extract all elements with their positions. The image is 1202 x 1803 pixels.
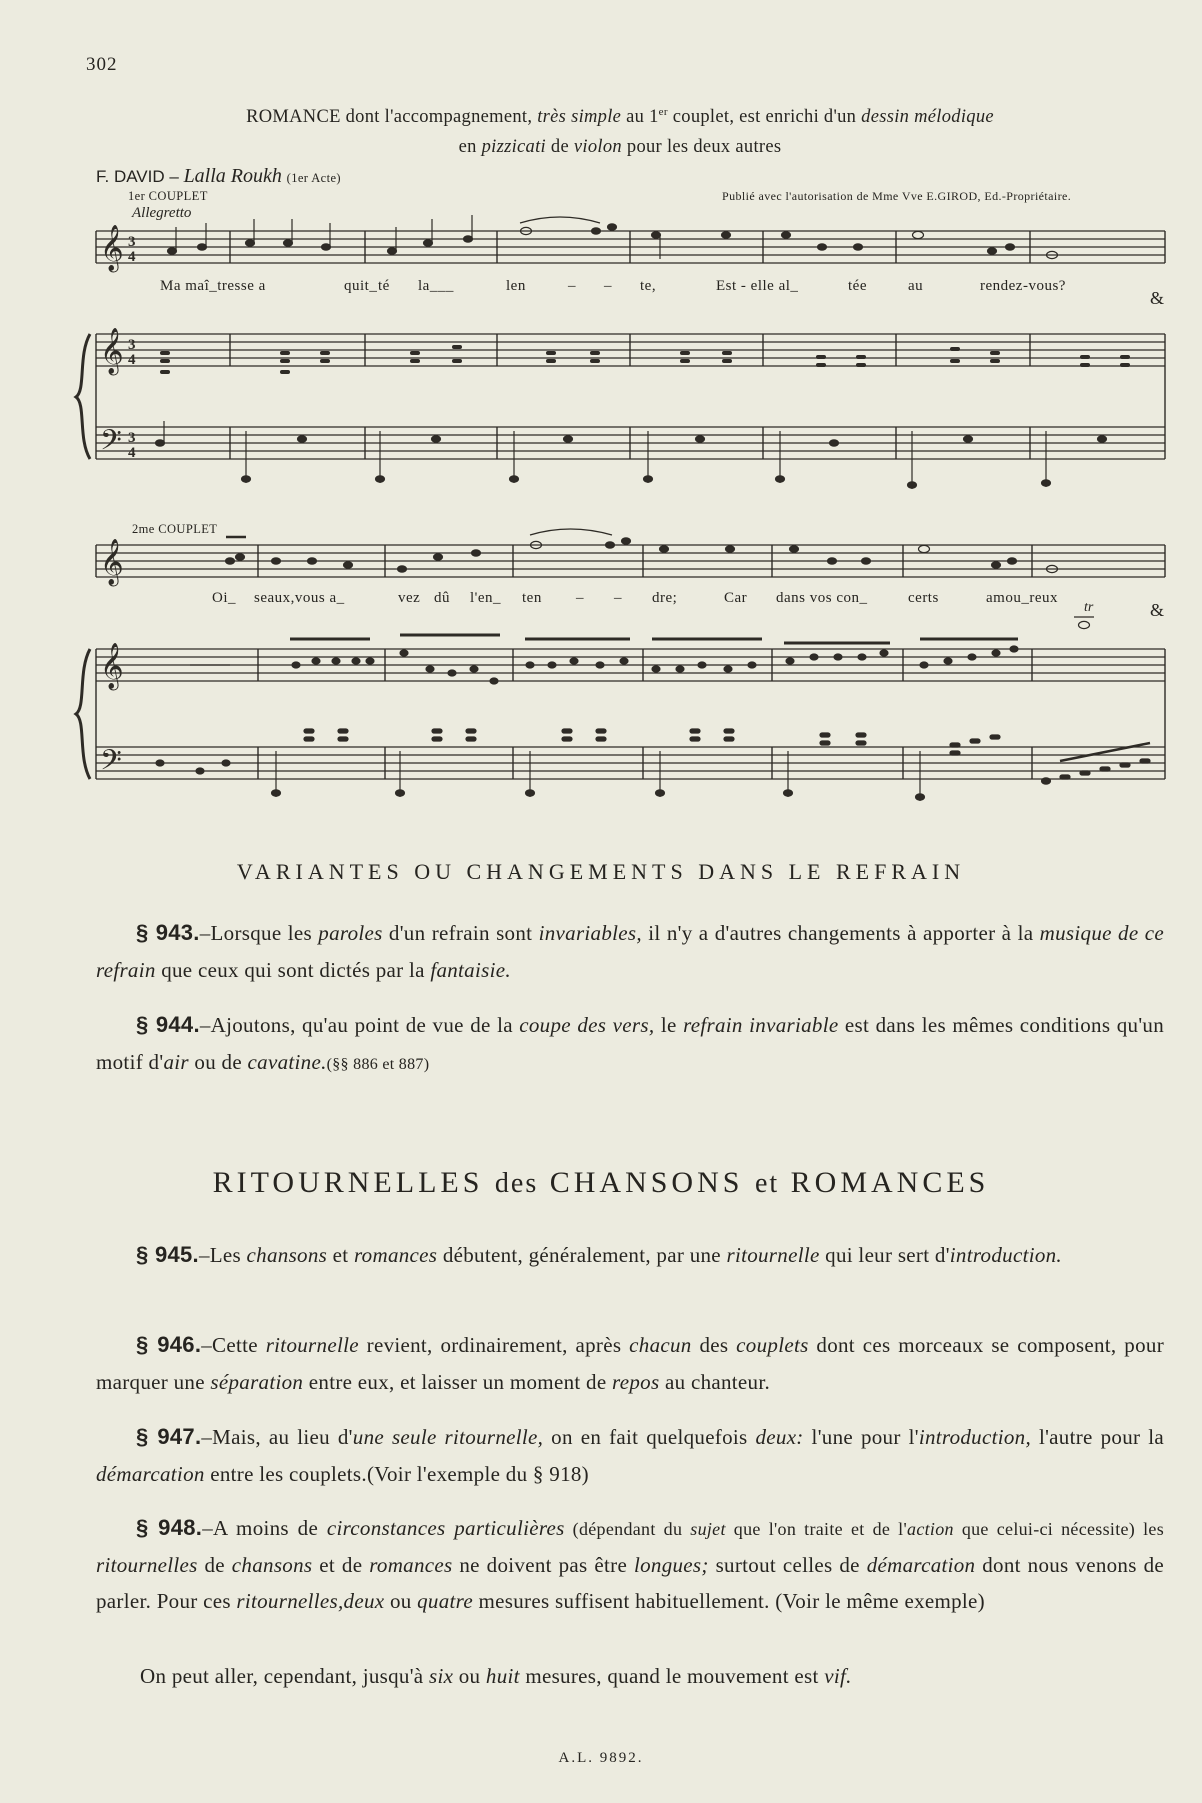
lyric: rendez-vous? xyxy=(980,278,1066,294)
section-heading-ritournelles: RITOURNELLES des CHANSONS et ROMANCES xyxy=(212,1166,990,1199)
lyric: te, xyxy=(640,278,657,294)
composer-line: F. DAVID – Lalla Roukh (1er Acte) xyxy=(96,165,341,187)
music-system-2 xyxy=(0,525,1202,825)
permission-note: Publié avec l'autorisation de Mme Vve E.GIROD, Ed.-Propriétaire. xyxy=(722,189,1072,203)
lyric: Ma maî_tresse a xyxy=(160,278,266,294)
svg-text:𝄞: 𝄞 xyxy=(100,643,124,688)
page-number: 302 xyxy=(86,54,118,75)
svg-text:3: 3 xyxy=(128,234,136,250)
lyric: quit_ xyxy=(344,278,378,294)
lyric: au xyxy=(908,278,924,294)
paragraph-944: § 944.–Ajoutons, qu'au point de vue de la coupe des vers, le refrain invariable est dans les mêmes conditions qu'un motif d'air ou de cavatine.(§§ 886 et 887) xyxy=(96,1012,1165,1074)
svg-text:3: 3 xyxy=(128,337,136,353)
svg-text:4: 4 xyxy=(128,445,136,461)
svg-text:4: 4 xyxy=(128,249,136,265)
paragraph-946: § 946.–Cette ritournelle revient, ordinairement, après chacun des couplets dont ces morceaux se composent, pour marquer une séparation entre eux, et laisser un moment de repos au chanteur. xyxy=(96,1332,1165,1394)
paragraph-943: § 943.–Lorsque les paroles d'un refrain sont invariables, il n'y a d'autres changements à apporter à la musique de ce refrain que ceux qui sont dictés par la fantaisie. xyxy=(96,920,1165,982)
continuation-sign: & xyxy=(1150,288,1165,308)
lyric: dre; xyxy=(652,590,678,606)
lyric: Car xyxy=(724,590,748,606)
paragraph-948: § 948.–A moins de circonstances particulières (dépendant du sujet que l'on traite et de l'action que celui-ci nécessite) les ritournelles de chansons et de romances ne doivent pas être longues; surtout celles de démarcation dont nous venons de parler. Pour ces ritournelles,deux ou quatre mesures suffisent habituellement. (Voir le même exemple) xyxy=(96,1515,1164,1613)
paragraph-final: On peut aller, cependant, jusqu'à six ou huit mesures, quand le mouvement est vif. xyxy=(140,1664,852,1688)
lyric: té xyxy=(378,278,390,294)
svg-text:4: 4 xyxy=(128,352,136,368)
section-heading-variantes: VARIANTES OU CHANGEMENTS DANS LE REFRAIN xyxy=(236,859,966,884)
lyric: seaux,vous a_ xyxy=(254,590,345,606)
svg-text:𝄞: 𝄞 xyxy=(100,539,124,584)
continuation-sign: & xyxy=(1150,600,1165,620)
plate-number: A.L. 9892. xyxy=(558,1750,644,1766)
lyric: Est - elle al_ xyxy=(716,278,799,294)
lyric: – xyxy=(604,278,612,294)
paragraph-947: § 947.–Mais, au lieu d'une seule ritournelle, on en fait quelquefois deux: l'une pour l'introduction, l'autre pour la démarcation entre les couplets.(Voir l'exemple du § 918) xyxy=(96,1424,1164,1486)
svg-text:𝄢: 𝄢 xyxy=(100,746,122,783)
svg-text:𝄞: 𝄞 xyxy=(100,225,124,270)
svg-text:𝄢: 𝄢 xyxy=(100,426,122,463)
lyric: len xyxy=(506,278,526,294)
tempo-marking: Allegretto xyxy=(132,205,192,221)
couplet1-label: 1er COUPLET xyxy=(128,189,208,203)
lyric: vez xyxy=(398,590,421,606)
caption-line-1: ROMANCE dont l'accompagnement, très simple au 1er couplet, est enrichi d'un dessin mélodique xyxy=(246,106,994,128)
svg-text:3: 3 xyxy=(128,430,136,446)
lyric: amou_reux xyxy=(986,590,1058,606)
paragraph-945: § 945.–Les chansons et romances débutent, généralement, par une ritournelle qui leur sert d'introduction. xyxy=(136,1242,1062,1267)
lyric: dans vos con_ xyxy=(776,590,868,606)
caption-line-2: en pizzicati de violon pour les deux autres xyxy=(458,137,782,157)
couplet2-label: 2me COUPLET xyxy=(132,522,218,536)
lyric: – xyxy=(576,590,584,606)
svg-text:𝄞: 𝄞 xyxy=(100,328,124,373)
lyric: certs xyxy=(908,590,939,606)
lyric: dû xyxy=(434,590,450,606)
lyric: tée xyxy=(848,278,867,294)
music-system-1 xyxy=(0,215,1202,505)
lyric: la___ xyxy=(418,278,454,294)
lyric: ten xyxy=(522,590,542,606)
lyric: Oi_ xyxy=(212,590,236,606)
trill-mark: tr xyxy=(1084,600,1094,615)
lyric: – xyxy=(568,278,576,294)
lyric: l'en_ xyxy=(470,590,502,606)
lyric: – xyxy=(614,590,622,606)
